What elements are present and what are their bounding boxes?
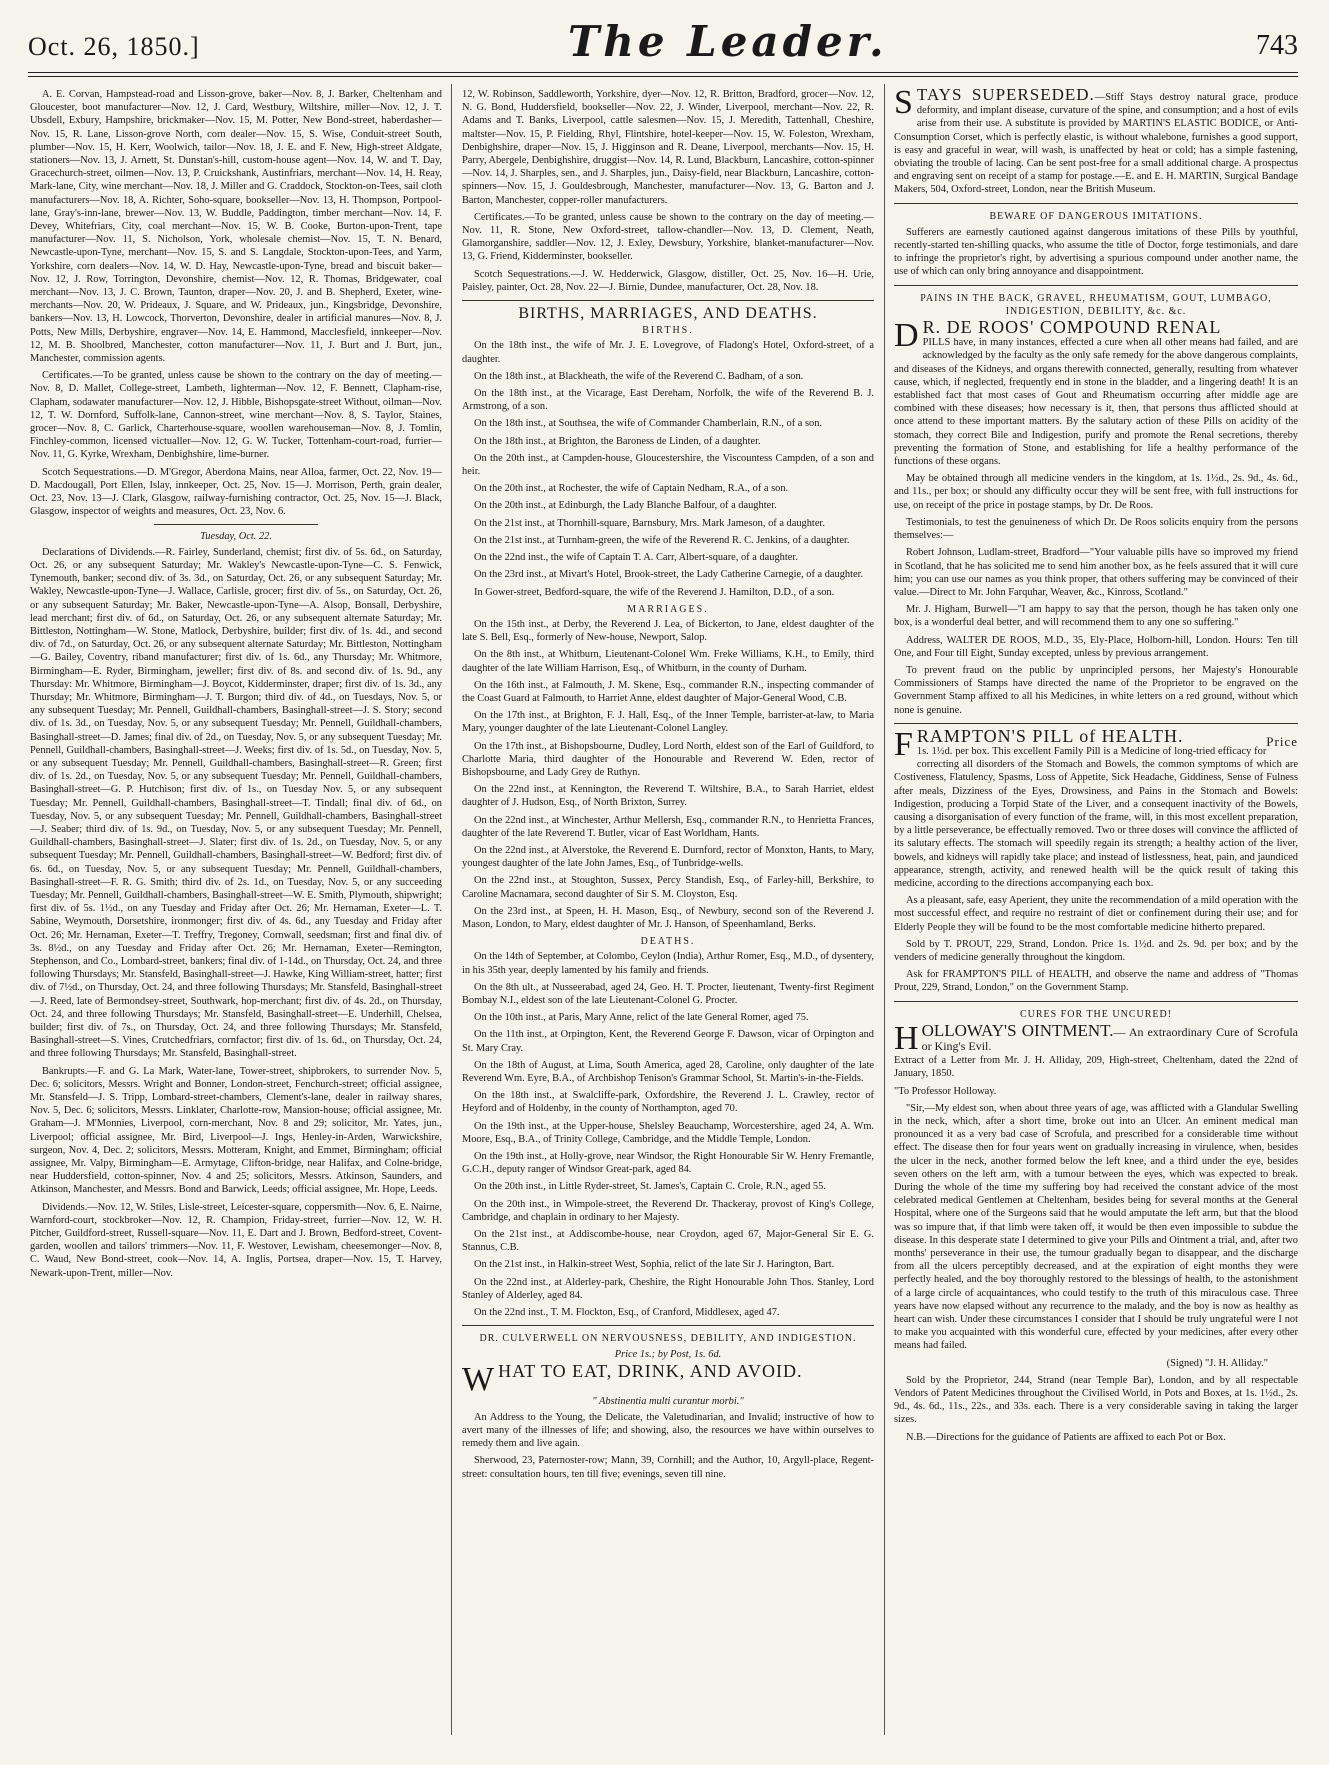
- death-notice: On the 22nd inst., T. M. Flockton, Esq., of Cranford, Middlesex, aged 47.: [474, 1307, 780, 1319]
- frampton-price-label: Price: [1266, 733, 1298, 749]
- birth-notice: On the 18th inst., at the Vicarage, East Dereham, Norfolk, the wife of the Reverend B. J. Armstrong, of a son.: [462, 388, 874, 413]
- marriages-heading: MARRIAGES.: [627, 603, 709, 615]
- de-roos-testimonial: Robert Johnson, Ludlam-street, Bradford—"Your valuable pills have so improved my friend in Scotland, that he has solicited me to send him another box, as he feels assured that it will cure him; you can use our names as you think proper, that others suffering may be convinced of their value.—Direct to Mr. John Farquhar, Weaver, &c., Kinross, Scotland.": [894, 547, 1298, 598]
- masthead-rule-thin: [28, 76, 1298, 77]
- column-3: [894, 88, 1298, 1735]
- birth-notice: On the 18th inst., at Blackheath, the wife of the Reverend C. Badham, of a son.: [474, 370, 804, 382]
- marriage-notice: On the 15th inst., at Derby, the Reverend J. Lea, of Bickerton, to Jane, eldest daughter of the late S. Bell, Esq., formerly of New-house, Newport, Salop.: [462, 618, 874, 644]
- stays-ad: [894, 88, 1298, 197]
- culverwell-price: Price 1s.; by Post, 1s. 6d.: [614, 1349, 722, 1361]
- death-notice: On the 18th inst., at Swalcliffe-park, Oxfordshire, the Reverend J. L. Crawley, rector of Heyford and of Holdenby, in the county of Northampton, aged 70.: [462, 1090, 874, 1115]
- de-roos-para: PILLS have, in many instances, effected a cure when all other means had failed, and are acknowledged by the faculty as the only safe remedy for the above dangerous complaints, and diseases of the Kidneys, and organs therewith connected, generally, resulting from whatever cause, which, if neglected, frequently end in stone in the bladder, and a lingering death! It is an established fact that most cases of Gout and Rheumatism occurring after middle age are combined with these diseases; how necessary is it, then, that persons thus afflicted should at once attend to these important matters. By the salutary action of these Pills on acidity of the stomach, they correct Bile and Indigestion, purify and promote the Renal secretions, thereby preventing the formation of Stone, and establishing for life a healthy performance of the functions of these organs.: [894, 337, 1298, 468]
- section-rule: [462, 1325, 874, 1326]
- death-notice: On the 8th ult., at Nusseerabad, aged 24, Geo. H. T. Procter, lieutenant, Twenty-first Regiment Bombay N.I., eldest son of the late Lieutenant-Colonel G. Procter.: [462, 981, 874, 1006]
- drop-capital: F: [894, 725, 914, 763]
- marriage-notice: On the 8th inst., at Whitburn, Lieutenant-Colonel Wm. Freke Williams, K.H., to Emily, third daughter of the late William Harrison, Esq., of Whitburn, in the county of Durham.: [462, 649, 874, 674]
- latin-motto: " Abstinentia multi curantur morbi.": [592, 1395, 744, 1407]
- stays-title: TAYS SUPERSEDED.: [916, 88, 1095, 104]
- issue-date: Oct. 26, 1850.]: [28, 32, 200, 61]
- stays-text: —Stiff Stays destroy natural grace, produce deformity, and implant disease, curvature of the spine, and consumption; and a host of evils arise from their use. A substitute is provided by MARTIN'S ELASTIC BODICE, or Anti-Consumption Corset, which is perfectly elastic, is without whalebone, furnishes a good support, is easy and graceful in wear, will wash, is unaffected by heat or cold; has a simple fastening, obviating the trouble of lacing. Can be sent post-free for a small additional charge. A prospectus and engraving sent on receipt of a stamp for postage.—E. and E. H. MARTIN, Surgical Bandage Makers, 504, Oxford-street, London, near the British Museum.: [894, 92, 1298, 196]
- marriage-notice: On the 22nd inst., at Stoughton, Sussex, Percy Standish, Esq., of Farley-hill, Berkshire, to Caroline Macnamara, second daughter of Sir S. M. Cloyston, Esq.: [462, 875, 874, 900]
- frampton-para: Sold by T. PROUT, 229, Strand, London. Price 1s. 1½d. and 2s. 9d. per box; and by the venders of medicine generally throughout the kingdom.: [894, 938, 1298, 963]
- holloway-para: Sold by the Proprietor, 244, Strand (near Temple Bar), London, and by all respectable Vendors of Patent Medicines throughout the Civilised World, in Pots and Boxes, at 1s. 1½d., 2s. 9d., 4s. 6d., 11s., 22s., and 33s. each. There is a very considerable saving in taking the larger sizes.: [894, 1374, 1298, 1426]
- frampton-heading: [894, 725, 1298, 763]
- section-rule: [462, 300, 874, 301]
- death-notice: On the 11th inst., at Orpington, Kent, the Reverend George F. Dawson, vicar of Orpington and St. Mary Cray.: [462, 1029, 874, 1054]
- de-roos-para: Testimonials, to test the genuineness of which Dr. De Roos solicits enquiry from the persons themselves:—: [894, 516, 1298, 542]
- frampton-para: As a pleasant, safe, easy Aperient, they unite the recommendation of a mild operation with the most successful effect, and require no restraint of diet or confinement during their use; and for Elderly People they will be found to be the most comfortable medicine hitherto prepared.: [894, 895, 1298, 933]
- birth-notice: On the 21st inst., at Thornhill-square, Barnsbury, Mrs. Mark Jameson, of a daughter.: [474, 517, 825, 529]
- column-divider-1: [451, 84, 452, 1735]
- section-rule: [154, 524, 319, 525]
- certificates-para: Certificates.—To be granted, unless cause be shown to the contrary on the day of meeting.—Nov. 8, D. Mallet, College-street, Lambeth, lighterman—Nov. 12, F. Bennett, Clapham-rise, Clapham, sodawater manufacturer—Nov. 12, J. Hibble, Bishopsgate-street Without, oilman—Nov. 12, T. W. Dornford, Suffolk-lane, Cannon-street, wine merchant—Nov. 8, S. Taylor, Staines, grocer—Nov. 8, C. Garlick, Charterhouse-square, woollen warehouseman—Nov. 8, J. Tomlin, Finchley-common, licensed victualler—Nov. 12, G. W. Tucker, Tottenham-court-road, furrier—Nov. 11, G. Kyrke, Wrexham, Denbighshire, lime-burner.: [30, 370, 442, 461]
- marriage-notice: On the 22nd inst., at Winchester, Arthur Mellersh, Esq., commander R.N., to Henrietta Frances, daughter of the late Reverend T. Butler, vicar of East Worldham, Hants.: [462, 814, 874, 839]
- death-notice: On the 20th inst., in Little Ryder-street, St. James's, Captain C. Crole, R.N., aged 55.: [474, 1181, 826, 1193]
- drop-capital: H: [894, 1019, 919, 1057]
- deaths-heading: DEATHS.: [640, 936, 696, 948]
- birth-notice: On the 21st inst., at Turnham-green, the wife of the Reverend R. C. Jenkins, of a daughter.: [474, 534, 850, 546]
- what-to-eat-title: HAT TO EAT, DRINK, AND AVOID.: [498, 1360, 803, 1381]
- cures-heading: CURES FOR THE UNCURED!: [1019, 1008, 1173, 1020]
- holloway-para: N.B.—Directions for the guidance of Patients are affixed to each Pot or Box.: [906, 1431, 1226, 1443]
- death-notice: On the 14th of September, at Colombo, Ceylon (India), Arthur Romer, Esq., M.D., of dysentery, in his 35th year, deeply lamented by his family and friends.: [462, 951, 874, 976]
- frampton-para: 1s. 1½d. per box. This excellent Family Pill is a Medicine of long-tried efficacy for correcting all disorders of the Stomach and Bowels, the common symptoms of which are Costiveness, Flatulency, Spasms, Loss of Appetite, Sick Headache, Giddiness, Sense of Fulness after meals, Dizziness of the Eyes, Drowsiness, and Pains in the Stomach and Bowels: Indigestion, producing a Torpid State of the Liver, and a consequent inactivity of the Bowels, causing a disorganisation of every function of the frame, will, in this most excellent preparation, by a little perseverance, be effectually removed. Two or three doses will convince the afflicted of its salutary effects. The stomach will speedily regain its strength; a healthy action of the liver, bowels, and kidneys will rapidly take place; and instead of listlessness, heat, pain, and jaundiced appearance, strength, activity, and renewed health will be the quick result of taking this medicine, according to the directions accompanying each box.: [894, 745, 1298, 889]
- beware-text: Sufferers are earnestly cautioned against dangerous imitations of these Pills by youthful, recently-started ten-shilling quacks, who assume the title of Doctor, forge testimonials, and dare to infringe the proprietor's right, by advertising a spurious compound under another name, the use of which can only bring annoyance and disappointment.: [894, 226, 1298, 278]
- de-roos-testimonial: Mr. J. Higham, Burwell—"I am happy to say that the person, though he has taken only one box, is a wonderful deal better, and will recommend them to any one so suffering.": [894, 604, 1298, 629]
- de-roos-address: Address, WALTER DE ROOS, M.D., 35, Ely-Place, Holborn-hill, London. Hours: Ten till One, and Four till Eight, Sunday excepted, unless by previous arrangement.: [894, 634, 1298, 659]
- stays-heading: [894, 88, 1095, 121]
- frampton-para: Ask for FRAMPTON'S PILL of HEALTH, and observe the name and address of "Thomas Prout, 229, Strand, London," on the Government Stamp.: [894, 969, 1298, 994]
- holloway-title: OLLOWAY'S OINTMENT.: [921, 1020, 1114, 1040]
- holloway-salutation: "To Professor Holloway.: [894, 1085, 997, 1097]
- column-2: [462, 88, 874, 1735]
- marriage-notice: On the 17th inst., at Bishopsbourne, Dudley, Lord North, eldest son of the Earl of Guildford, to Charlotte Maria, third daughter of the Honourable and Reverend W. Eden, rector of Bishopsbourne, and Lady Grey de Ruthyn.: [462, 740, 874, 778]
- column-1: [30, 88, 442, 1735]
- bankrupts-para: Bankrupts.—F. and G. La Mark, Water-lane, Tower-street, shipbrokers, to surrender Nov. 5, Dec. 6; solicitors, Messrs. Wright and Bonner, London-street, Fenchurch-street; official assignee, Mr. Stansfeld—J. S. Tripp, Lombard-street-chambers, Clement's-lane, dealer in railway shares, Nov. 5, Dec. 6; solicitors, Messrs. Linklater, Charlotte-row, Mansion-house; official assignee, Mr. Graham—J. M'Monnies, Liverpool, corn-merchant, Nov. 8 and 29; solicitor, Mr. Yates, jun., Liverpool; official assignee, Mr. Bird, Liverpool—J. Ings, Henley-in-Arden, Warwickshire, surgeon, Nov. 4, Dec. 2; solicitors, Messrs. Motteram, Knight, and Emmet, Birmingham; official assignee, Mr. Valpy, Birmingham—E. Armytage, Clifton-bridge, near Halifax, and Colne-bridge, near Huddersfield, cotton-spinner, Nov. 4 and 25; solicitors, Messrs. Atkinson, Saunders, and Atkinson, Manchester, and Messrs. Bond and Barwick, Leeds; official assignee, Mr. Hope, Leeds.: [30, 1065, 442, 1196]
- dividends-continued: 12, W. Robinson, Saddleworth, Yorkshire, dyer—Nov. 12, R. Britton, Bradford, grocer—Nov. 12, N. G. Bond, Huddersfield, bookseller—Nov. 22, J. Winder, Liverpool, merchant—Nov. 22, R. Adams and T. Banks, Liverpool, cattle salesmen—Nov. 15, J. Meredith, Tattenhall, Cheshire, maltster—Nov. 15, P. Fielding, Rhyl, Flintshire, hotel-keeper—Nov. 15, W. Foleston, Wrexham, Denbighshire, draper—Nov. 15, J. Higginson and R. Deane, Liverpool, merchants—Nov. 15, H. Parry, Abergele, Denbighshire, druggist—Nov. 14, R. Lund, Blackburn, Lancashire, cotton-spinner—Nov. 14, J. Sharples, sen., and J. Sharples, jun., Daisy-field, near Blackburn, Lancashire, cotton-spinners—Nov. 15, J. Gouldesbrough, Manchester, manufacturer—Nov. 13, G. Barton and J. Barton, Manchester, copper-roller manufacturers.: [462, 89, 874, 206]
- drop-capital: S: [894, 88, 914, 121]
- page-number: 743: [1255, 30, 1298, 61]
- section-rule: [894, 285, 1298, 286]
- masthead-rule: [28, 72, 1298, 73]
- what-to-eat-heading: [462, 1360, 874, 1398]
- pains-heading: PAINS IN THE BACK, GRAVEL, RHEUMATISM, GOUT, LUMBAGO, INDIGESTION, DEBILITY, &c. &c.: [920, 292, 1272, 317]
- death-notice: On the 10th inst., at Paris, Mary Anne, relict of the late General Romer, aged 75.: [474, 1012, 809, 1024]
- birth-notice: On the 18th inst., at Brighton, the Baroness de Linden, of a daughter.: [474, 435, 761, 447]
- culverwell-ad-heading: DR. CULVERWELL ON NERVOUSNESS, DEBILITY, AND INDIGESTION.: [479, 1333, 857, 1345]
- scotch-sequestrations-para-2: Scotch Sequestrations.—J. W. Hedderwick, Glasgow, distiller, Oct. 25, Nov. 16—H. Urie, Paisley, painter, Oct. 28, Nov. 22—J. Birnie, Dundee, manufacturer, Oct. 28, Nov. 18.: [462, 268, 874, 293]
- certificates-para-2: Certificates.—To be granted, unless cause be shown to the contrary on the day of meeting.—Nov. 11, R. Stone, New Oxford-street, tallow-chandler—Nov. 13, D. Clement, Neath, Glamorganshire, saddler—Nov. 12, J. Exley, Dewsbury, Yorkshire, blanket-manufacturer—Nov. 13, G. Friend, Kidderminster, bookseller.: [462, 211, 874, 263]
- section-rule: [894, 203, 1298, 204]
- masthead: [28, 10, 1298, 66]
- dividends-para: Dividends.—Nov. 12, W. Stiles, Lisle-street, Leicester-square, coppersmith—Nov. 6, E. Nairne, Warnford-court, stockbroker—Nov. 12, R. Champion, Friday-street, furrier—Nov. 12, W. H. Pitcher, Guildford-street, Russell-square—Nov. 11, E. Dart and J. Brown, Bedford-street, Covent-garden, woollen and tailors' trimmers—Nov. 11, F. Westover, Lewisham, cheesemonger—Nov. 8, C. Waud, New Bond-street, cook—Nov. 14, A. Inglis, Portsea, draper—Nov. 15, T. Harvey, Newark-upon-Trent, miller—Nov.: [30, 1201, 442, 1279]
- holloway-heading: [894, 1019, 1298, 1057]
- death-notice: On the 22nd inst., at Alderley-park, Cheshire, the Right Honourable John Thos. Stanley, Lord Stanley of Alderley, aged 84.: [462, 1276, 874, 1301]
- culverwell-description: An Address to the Young, the Delicate, the Valetudinarian, and Invalid; instructive of how to avert many of the illnesses of life; and showing, also, the resources we have within ourselves to remedy them and live again.: [462, 1411, 874, 1450]
- marriage-notice: On the 23rd inst., at Speen, H. H. Mason, Esq., of Newbury, second son of the Reverend J. Mason, London, to Mary, eldest daughter of Mr. J. Hanson, of Speenhamland, Berks.: [462, 905, 874, 930]
- column-divider-2: [884, 84, 885, 1735]
- drop-capital: W: [462, 1360, 496, 1398]
- section-rule: [894, 1001, 1298, 1002]
- frampton-title: RAMPTON'S PILL of HEALTH.: [916, 725, 1184, 746]
- bankrupts-continued: A. E. Corvan, Hampstead-road and Lisson-grove, baker—Nov. 8, J. Barker, Cheltenham and Gloucester, boot manufacturer—Nov. 12, J. Card, Westbury, Wiltshire, miller—Nov. 12, J. T. Ubsdell, Exbury, Hampshire, brickmaker—Nov. 15, M. Potter, New Bond-street, haberdasher—Nov. 15, R. Lane, Lisson-grove North, corn dealer—Nov. 15, S. Wise, Conduit-street South, plumber—Nov. 15, H. Kerr, Woolwich, tailor—Nov. 18, J. E. and F. New, High-street Aldgate, stationers—Nov. 13, J. Arnett, St. Dunstan's-hill, custom-house agent—Nov. 14, W. and T. Day, Gracechurch-street, oilmen—Nov. 13, P. Cruickshank, Austinfriars, merchant—Nov. 14, H. Reay, Mark-lane, City, wine merchant—Nov. 18, J. Miller and G. Craddock, Stockton-on-Tees, sail cloth manufacturers—Nov. 18, A. Richter, Soho-square, bookseller—Nov. 13, H. Thompson, Portpool-lane, Gray's-inn-lane, brewer—Nov. 13, W. Buddle, Paddington, timber merchant—Nov. 14, F. Devey, Whitefriars, City, coal merchant—Nov. 15, W. B. Cooke, Burton-upon-Trent, tape manufacturer—Nov. 11, S. Nicholson, York, wholesale chemist—Nov. 15, T. N. Benard, Newcastle-upon-Tyne, merchant—Nov. 15, S. and S. Langdale, Stockton-upon-Tees, and Yarm, Yorkshire, corn dealers—Nov. 14, W. D. Hay, Newcastle-upon-Tyne, bread and biscuit baker—Nov. 12, J. Row, Torrington, Devonshire, chemist—Nov. 12, R. Thomas, Bridgewater, coal merchant—Nov. 13, J. C. Brown, Taunton, draper—Nov. 20, J. and B. Shepherd, Exeter, wine-merchants—Nov. 20, W. Prideaux, J. Square, and W. Prideaux, jun., Kingsbridge, Devonshire, bankers—Nov. 13, H. Lowcock, Thorverton, Devonshire, dealer in artificial manures—Nov. 8, J. Potts, New Mills, Derbyshire, engraver—Nov. 14, E. Hammond, Macclesfield, innkeeper—Nov. 12, M. B. Shoolbred, Manchester, cotton manufacturer—Nov. 11, J. Burt and J. Burt, jun., Manchester, commission agents.: [30, 89, 442, 365]
- birth-notice: On the 23rd inst., at Mivart's Hotel, Brook-street, the Lady Catherine Carnegie, of a daughter.: [474, 569, 864, 581]
- scotch-sequestrations-para: Scotch Sequestrations.—D. M'Gregor, Aberdona Mains, near Alloa, farmer, Oct. 22, Nov. 19—D. Macdougall, Port Ellen, Islay, innkeeper, Oct. 25, Nov. 15—J. Morrison, Perth, grain dealer, Oct. 23, Nov. 13—J. Clark, Glasgow, railway-furnishing contractor, Oct. 25, Nov. 15—J. Black, Glasgow, inspector of weights and measures, Oct. 23, Nov. 6.: [30, 466, 442, 518]
- holloway-subtitle: — An extraordinary Cure of Scrofula or King's Evil.: [921, 1024, 1298, 1053]
- de-roos-para: To prevent fraud on the public by unprincipled persons, her Majesty's Honourable Commissioners of Stamps have directed the name of the Proprietor to be engraved on the Government Stamp affixed to all his Medicines, in white letters on a red ground, without which none is genuine.: [894, 664, 1298, 716]
- marriage-notice: On the 22nd inst., at Kennington, the Reverend T. Wiltshire, B.A., to Sarah Harriet, eldest daughter of J. Hudson, Esq., of North Brixton, Surrey.: [462, 784, 874, 809]
- births-heading: BIRTHS.: [642, 325, 694, 337]
- birth-notice: On the 20th inst., at Rochester, the wife of Captain Nedham, R.A., of a son.: [474, 483, 789, 495]
- birth-notice: On the 20th inst., at Edinburgh, the Lady Blanche Balfour, of a daughter.: [474, 500, 777, 512]
- section-rule: [894, 723, 1298, 724]
- marriage-notice: On the 16th inst., at Falmouth, J. M. Skene, Esq., commander R.N., inspecting commander of the Coast Guard at Falmouth, to Harriet Anne, eldest daughter of Major-General Wood, C.B.: [462, 679, 874, 704]
- death-notice: On the 19th inst., at Holly-grove, near Windsor, the Right Honourable Sir W. Henry Fremantle, G.C.H., deputy ranger of Windsor Great-park, aged 84.: [462, 1151, 874, 1176]
- birth-notice: On the 22nd inst., the wife of Captain T. A. Carr, Albert-square, of a daughter.: [474, 552, 798, 564]
- holloway-extract: Extract of a Letter from Mr. J. H. Alliday, 209, High-street, Cheltenham, dated the 22nd of January, 1850.: [894, 1055, 1298, 1080]
- birth-notice: On the 18th inst., the wife of Mr. J. E. Lovegrove, of Fladong's Hotel, Oxford-street, of a daughter.: [462, 340, 874, 365]
- holloway-letter: "Sir,—My eldest son, when about three years of age, was afflicted with a Glandular Swelling in the neck, which, after a short time, broke out into an Ulcer. An eminent medical man pronounced it as a very bad case of Scrofula, and prescribed for a considerable time without effect. The disease then for four years went on gradually increasing in virulence, when, besides the ulcer in the neck, another formed below the left knee, and a third under the eye, besides seven others on the left arm, with a tumour between the eyes, which was expected to break. During the whole of the time my suffering boy had received the constant advice of the most celebrated medical Gentlemen at Cheltenham, besides being for several months at the General Hospital, where one of the Surgeons said that he would amputate the left arm, but that the blood was so impure that, if that limb were taken off, it would be then even impossible to subdue the disease. In this desperate state I determined to give your Pills and Ointment a trial, and, after two months' perseverance in their use, the tumour gradually began to disappear, and the discharge from all the ulcers perceptibly decreased, and at the expiration of eight months they were perfectly healed, and the boy thoroughly restored to the blessings of health, to the astonishment of a large circle of acquaintances, who could testify to the truth of this miraculous case. Three years have now elapsed without any recurrence to the malady, and the boy is now as healthy as heart can wish. Under these circumstances I consider that I should be truly ungrateful were I not to make you acquainted with this wonderful cure, effected by your medicines, after every other means had failed.: [894, 1102, 1298, 1352]
- birth-notice: In Gower-street, Bedford-square, the wife of the Reverend J. Hamilton, D.D., of a son.: [474, 586, 835, 598]
- death-notice: On the 19th inst., at the Upper-house, Shelsley Beauchamp, Worcestershire, aged 24, A. Wm. Moore, Esq., B.A., of Trinity College, Cambridge, and the Middle Temple, London.: [462, 1120, 874, 1145]
- marriage-notice: On the 17th inst., at Brighton, F. J. Hall, Esq., of the Inner Temple, barrister-at-law, to Maria Mary, younger daughter of the late Lieutenant-Colonel Langley.: [462, 710, 874, 735]
- culverwell-address: Sherwood, 23, Paternoster-row; Mann, 39, Cornhill; and the Author, 10, Argyll-place, Regent-street: consultation hours, ten till five; evenings, seven till nine.: [462, 1455, 874, 1480]
- death-notice: On the 21st inst., in Halkin-street West, Sophia, relict of the late Sir J. Harington, Bart.: [474, 1259, 835, 1271]
- birth-notice: On the 20th inst., at Campden-house, Gloucestershire, the Viscountess Campden, of a son and heir.: [462, 452, 874, 478]
- death-notice: On the 18th of August, at Lima, South America, aged 28, Caroline, only daughter of the late Reverend Wm. Eyre, B.A., of Archbishop Tenison's Grammar School, St. Martin's-in-the-Fields.: [462, 1059, 874, 1084]
- declarations-of-dividends: Declarations of Dividends.—R. Fairley, Sunderland, chemist; first div. of 5s. 6d., on Saturday, Oct. 26, or any subsequent Saturday; Mr. Wakley's Newcastle-upon-Tyne—C. S. Fenwick, Tynemouth, banker; second div. of 3s. 3d., on Saturday, Oct. 26, or any subsequent Saturday; Mr. Wakley, Newcastle-upon-Tyne—J. Wallace, Carlisle, grocer; first div. of 5s., on Saturday, Oct. 26, or any subsequent Saturday; Mr. Baker, Newcastle-upon-Tyne—A. Alsop, Bonsall, Derbyshire, lead merchant; first div. of 6d., on Saturday, Oct. 26, or any subsequent alternate Saturday; Mr. Bittleston, Nottingham—W. Stone, Matlock, Derbyshire, builder; first div. of 1s. 4d., and second div. of 7d., on Saturday, Oct. 26, or any subsequent alternate Saturday; Mr. Bittleston, Nottingham—G. Bailey, Coventry, riband manufacturer; first div. of 1s. 6d., any Thursday; Mr. Whitmore, Birmingham—E. Ryder, Birmingham, jeweller; first div. of 8s. and second div. of 1s. 9d., any Thursday: Mr. Whitmore, Birmingham—J. Boycot, Kidderminster, draper; first div. of 1s. 3d., any Thursday; Mr. Whitmore, Birmingham—J. T. Burgon; third div. of 4d., on Tuesdays, Nov. 5, or any subsequent Tuesday; Mr. Pennell, Guildhall-chambers, Basinghall-street—J. S. Story; second div. of 1s. 3d., on Tuesday, Nov. 5, or any subsequent Tuesday; Mr. Pennell, Guildhall-chambers, Basinghall-street—D. James; final div. of 2d., on Tuesday, Nov. 5, or any subsequent Tuesday; Mr. Pennell, Guildhall-chambers, Basinghall-street—J. Weeks; first div. of 1s. 5d., on Tuesday, Nov. 5, or any subsequent Tuesday; Mr. Pennell, Guildhall-chambers, Basinghall-street—R. Green; first div. of 1s. 2d., on Tuesday, Nov. 5, or any subsequent Tuesday; Mr. Pennell, Guildhall-chambers, Basinghall-street—G. P. Hutchison; first div. of 1s., on Tuesday Nov. 5, or any subsequent Tuesday; Mr. Pennell, Guildhall-chambers, Basinghall-street—T. Tindall; final div. of 6d., on Tuesday, Nov. 5, or any subsequent Tuesday; Mr. Pennell, Guildhall-chambers, Basinghall-street—J. Seaber; third div. of 1s. 9d., on Tuesday, Nov. 5, or any subsequent Tuesday; Mr. Pennell, Guildhall-chambers, Basinghall-street—J. Slater; first div. of 1s. 2d., on Tuesday, Nov. 5, or any subsequent Tuesday; Mr. Pennell, Guildhall-chambers, Basinghall-street—W. Bedford; first div. of 6s. 6d., on Tuesday, Nov. 5, or any subsequent Tuesday; Mr. Pennell, Guildhall-chambers, Basinghall-street—F. R. G. Smith; third div. of 2s. 1d., on Tuesday, Nov. 5, or any succeeding Tuesday; Mr. Pennell, Guildhall-chambers, Basinghall-street—W. E. Smith, Plymouth, shipwright; first div. of 5s. 1½d., on any Tuesday and Friday after Oct. 26; Mr. Hernaman, Exeter—L. T. Sabine, Weymouth, Dorsetshire, ironmonger; first div. of 4s. 6d., any Tuesday and Friday after Oct. 26; Mr. Hernaman, Exeter—T. Treffry, Tregoney, Cornwall, seedsman; first and final div. of 3s. 8½d., on any Tuesday and Friday after Oct. 26; Mr. Hernaman, Exeter—Remington, Stephenson, and Co., Lombard-street, bankers; final div. of 1-14d., on Thursday, Oct. 24, and three following Thursdays; Mr. Stansfeld, Basinghall-street—J. Hawke, King William-street, hatter; first div. of 7½d., on Thursday, Oct. 24, and three following Thursdays; Mr. Stansfeld, Basinghall-street—J. Reed, late of Bermondsey-street, Southwark, hop-merchant; first div. of 4s. 2d., on Thursday, Oct. 24, and three following Thursdays; Mr. Stansfeld, Basinghall-street—E. Underhill, Chelsea, builder; first div. of 7s., on Thursday, Oct. 24, and three following Thursdays; Mr. Stansfeld, Basinghall-street—S. Vines, Crutchedfriars, cornfactor; first div. of 1s. 6d., on Thursday, Oct. 24, and three following Thursdays; Mr. Stansfeld, Basinghall-street.: [30, 546, 442, 1060]
- drop-capital: D: [894, 317, 920, 355]
- marriage-notice: On the 22nd inst., at Alverstoke, the Reverend E. Durnford, rector of Monxton, Hants, to Mary, youngest daughter of the late John James, Esq., of Tunbridge-wells.: [462, 844, 874, 870]
- bmd-heading: BIRTHS, MARRIAGES, AND DEATHS.: [518, 305, 818, 323]
- newspaper-title: The Leader.: [568, 17, 888, 66]
- de-roos-para: May be obtained through all medicine venders in the kingdom, at 1s. 1½d., 2s. 9d., 4s. 6d., and 11s., per box; or should any difficulty occur they will be sent free, with full instructions for use, on receipt of the price in postage stamps, by Dr. De Roos.: [894, 473, 1298, 511]
- death-notice: On the 21st inst., at Addiscombe-house, near Croydon, aged 67, Major-General Sir E. G. Stannus, C.B.: [462, 1229, 874, 1254]
- de-roos-heading: [894, 317, 1298, 355]
- beware-heading: BEWARE OF DANGEROUS IMITATIONS.: [989, 210, 1203, 222]
- death-notice: On the 20th inst., in Wimpole-street, the Reverend Dr. Thackeray, provost of King's College, Cambridge, and chaplain in ordinary to her Majesty.: [462, 1198, 874, 1223]
- holloway-signature: (Signed) "J. H. Alliday.": [1166, 1357, 1268, 1369]
- de-roos-title: R. DE ROOS' COMPOUND RENAL: [922, 317, 1222, 338]
- birth-notice: On the 18th inst., at Southsea, the wife of Commander Chamberlain, R.N., of a son.: [474, 418, 823, 430]
- gazette-date-heading: Tuesday, Oct. 22.: [200, 530, 272, 542]
